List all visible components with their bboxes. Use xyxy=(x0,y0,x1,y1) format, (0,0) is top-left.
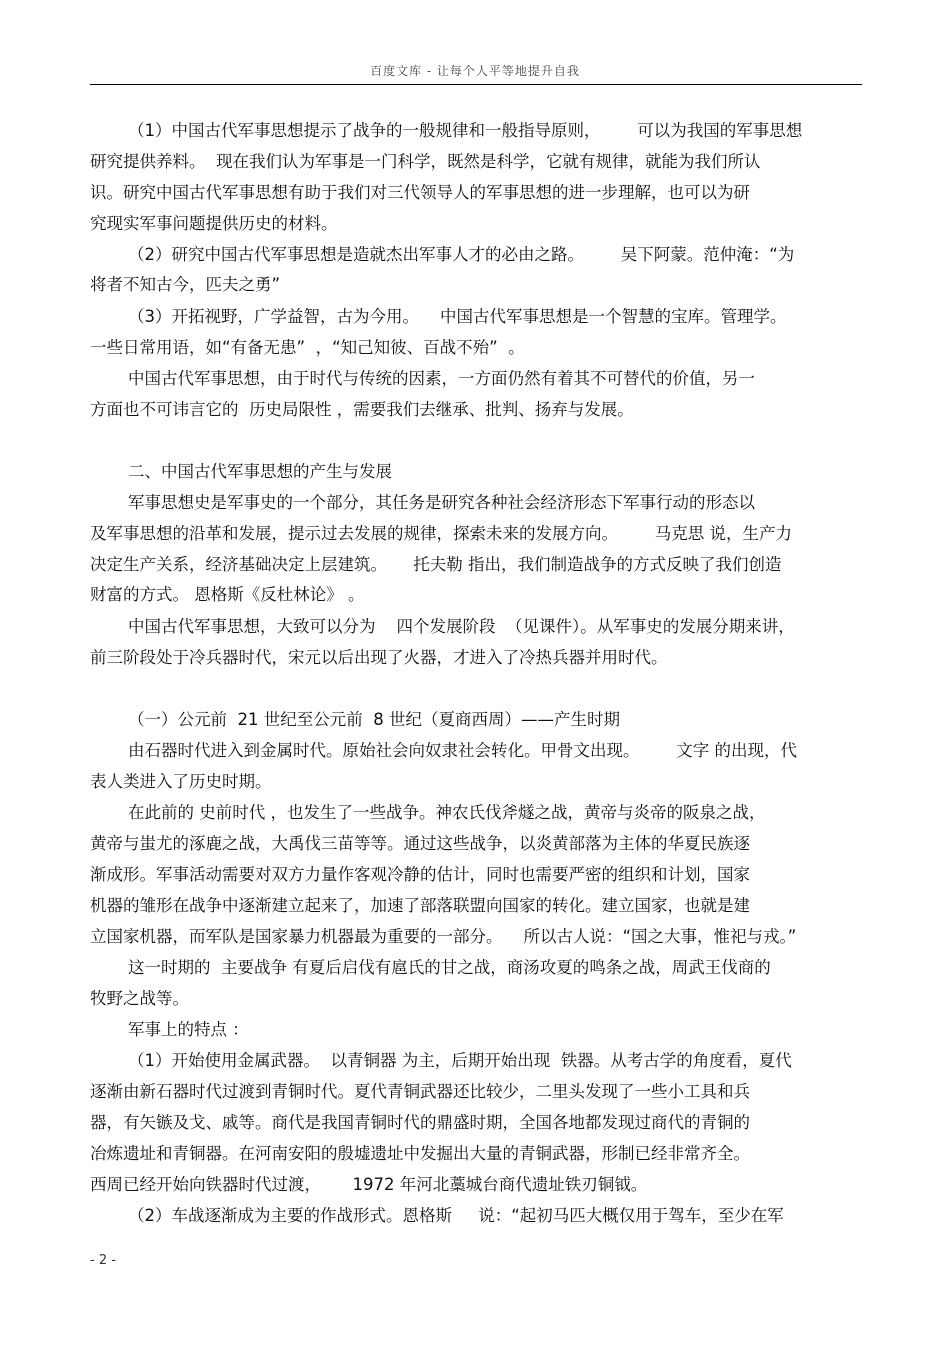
text-line: 及军事思想的沿革和发展，提示过去发展的规律，探索未来的发展方向。 马克思 说，生产力 xyxy=(90,524,792,543)
text-line: 器，有矢镞及戈、戚等。商代是我国青铜时代的鼎盛时期，全国各地都发现过商代的青铜的 xyxy=(90,1113,750,1132)
subsection-heading: （一）公元前 21 世纪至公元前 8 世纪（夏商西周）——产生时期 xyxy=(128,710,620,729)
text-line: 逐渐由新石器时代过渡到青铜时代。夏代青铜武器还比较少，二里头发现了一些小工具和兵 xyxy=(90,1082,750,1101)
text-line: 表人类进入了历史时期。 xyxy=(90,772,272,791)
text-line: 牧野之战等。 xyxy=(90,989,189,1008)
text-line: 由石器时代进入到金属时代。原始社会向奴隶社会转化。甲骨文出现。 文字 的出现，代 xyxy=(128,741,797,760)
text-line: 军事思想史是军事史的一个部分，其任务是研究各种社会经济形态下军事行动的形态以 xyxy=(128,493,755,512)
text-line: 黄帝与蚩尤的涿鹿之战，大禹伐三苗等等。通过这些战争，以炎黄部落为主体的华夏民族逐 xyxy=(90,834,750,853)
text-line: 决定生产关系，经济基础决定上层建筑。 托夫勒 指出，我们制造战争的方式反映了我们创造 xyxy=(90,555,782,574)
text-line: 冶炼遗址和青铜器。在河南安阳的殷墟遗址中发掘出大量的青铜武器，形制已经非常齐全。 xyxy=(90,1144,750,1163)
section-heading: 二、中国古代军事思想的产生与发展 xyxy=(128,462,392,481)
text-line: 这一时期的 主要战争 有夏后启伐有扈氏的甘之战，商汤攻夏的鸣条之战，周武王伐商的 xyxy=(128,958,771,977)
text-line: 机器的雏形在战争中逐渐建立起来了，加速了部落联盟向国家的转化。建立国家，也就是建 xyxy=(90,896,750,915)
text-line: 方面也不可讳言它的 历史局限性 ，需要我们去继承、批判、扬弃与发展。 xyxy=(90,400,634,419)
page-header: 百度文库 - 让每个人平等地提升自我 xyxy=(370,64,580,78)
text-line: 西周已经开始向铁器时代过渡， 1972 年河北藁城台商代遗址铁刃铜钺。 xyxy=(90,1175,648,1194)
text-line: 一些日常用语，如“有备无患” ，“知己知彼、百战不殆” 。 xyxy=(90,338,525,357)
text-line: 立国家机器，而军队是国家暴力机器最为重要的一部分。 所以古人说：“国之大事，惟祀与戎。” xyxy=(90,927,797,946)
text-line: （1）中国古代军事思想提示了战争的一般规律和一般指导原则， 可以为我国的军事思想 xyxy=(128,121,803,140)
text-line: 中国古代军事思想，由于时代与传统的因素，一方面仍然有着其不可替代的价值，另一 xyxy=(128,369,755,388)
text-line: 在此前的 史前时代 ，也发生了一些战争。神农氏伐斧燧之战，黄帝与炎帝的阪泉之战， xyxy=(128,803,766,822)
text-line: （1）开始使用金属武器。 以青铜器 为主，后期开始出现 铁器。从考古学的角度看，夏代 xyxy=(128,1051,792,1070)
text-line: （3）开拓视野，广学益智，古为今用。 中国古代军事思想是一个智慧的宝库。管理学。 xyxy=(128,307,787,326)
text-line: （2）车战逐渐成为主要的作战形式。恩格斯 说：“起初马匹大概仅用于驾车，至少在军 xyxy=(128,1206,784,1225)
text-line: 究现实军事问题提供历史的材料。 xyxy=(90,214,338,233)
text-line: 军事上的特点 ： xyxy=(128,1020,249,1039)
text-line: 前三阶段处于冷兵器时代，宋元以后出现了火器，才进入了冷热兵器并用时代。 xyxy=(90,648,668,667)
text-line: 研究提供养料。 现在我们认为军事是一门科学，既然是科学，它就有规律，就能为我们所认 xyxy=(90,152,761,171)
text-line: 识。研究中国古代军事思想有助于我们对三代领导人的军事思想的进一步理解，也可以为研 xyxy=(90,183,750,202)
text-line: 中国古代军事思想，大致可以分为 四个发展阶段 （见课件）。从军事史的发展分期来讲， xyxy=(128,617,795,636)
page-number: - 2 - xyxy=(90,1253,116,1268)
text-line: 财富的方式。 恩格斯《反杜林论》 。 xyxy=(90,585,365,604)
text-line: 将者不知古今，匹夫之勇” xyxy=(90,275,281,294)
header-divider xyxy=(90,84,862,85)
text-line: （2）研究中国古代军事思想是造就杰出军事人才的必由之路。 吴下阿蒙。范仲淹：“为 xyxy=(128,245,795,264)
text-line: 渐成形。军事活动需要对双方力量作客观冷静的估计，同时也需要严密的组织和计划，国家 xyxy=(90,865,750,884)
